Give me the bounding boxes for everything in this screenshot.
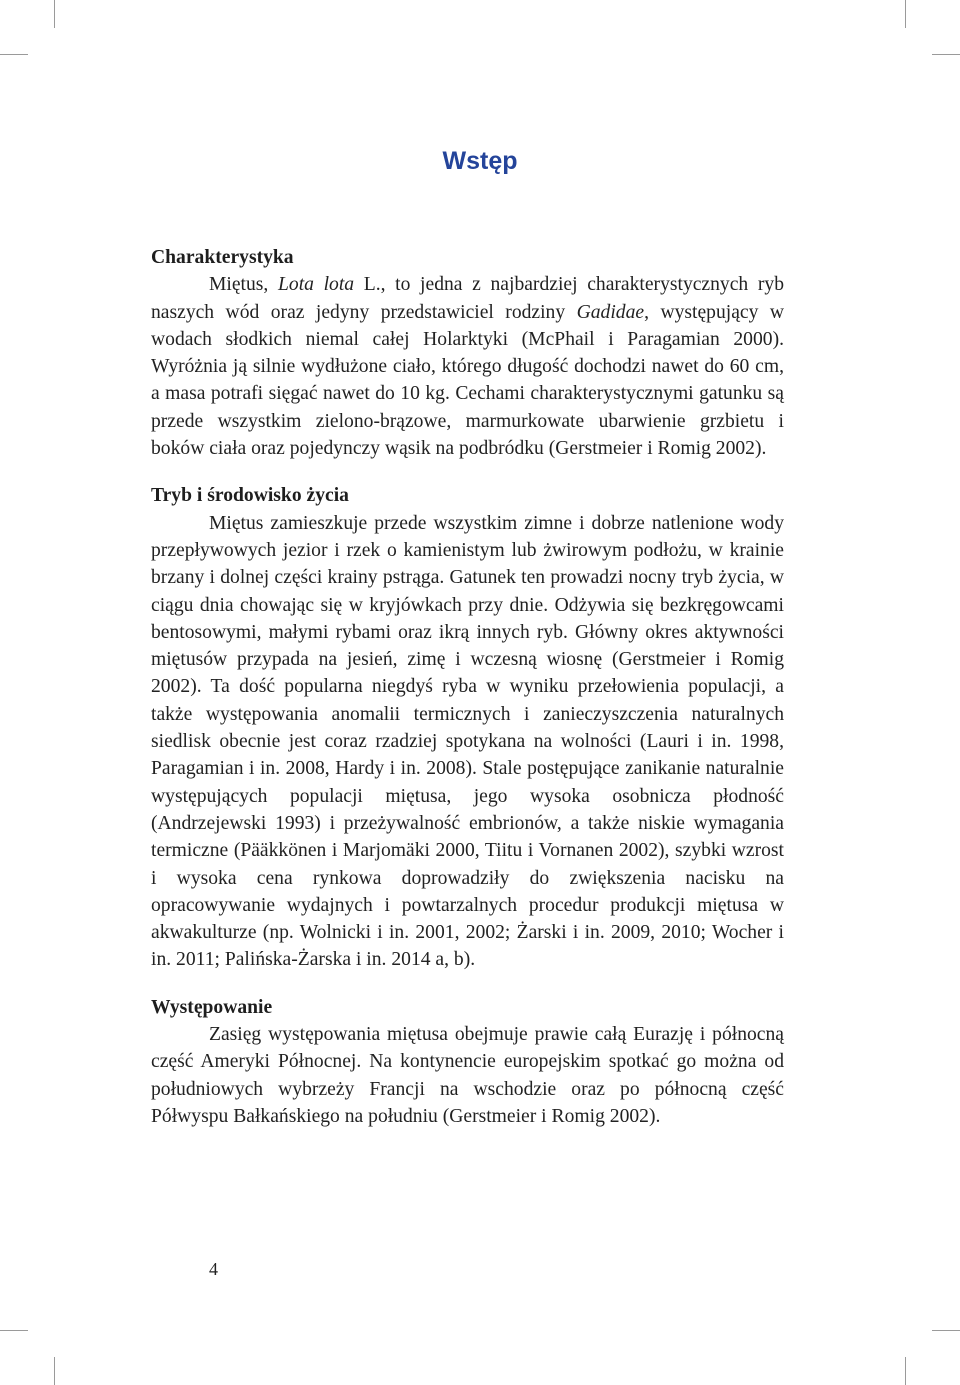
section-heading: Występowanie — [151, 996, 273, 1018]
section-heading: Charakterystyka — [151, 247, 294, 268]
page-number: 4 — [209, 1259, 218, 1279]
italic-term: Lota lota — [278, 274, 355, 296]
section-paragraph: Zasięg występowania miętusa obejmuje prawie całą Eurazję i północną część Ameryki Północnej. Na kontynencie europejskim spotkać go można od południowych wybrzeży Francji na wschodzie oraz po północną część Półwyspu Bałkańskiego na południu (Gerstmeier i Romig 2002). — [151, 1024, 784, 1127]
main-content — [151, 244, 784, 1130]
section-paragraph: Miętus, Lota lota L., to jedna z najbardziej charakterystycznych ryb naszych wód oraz jedyny przedstawiciel rodziny Gadidae, występujący w wodach słodkich niemal całej Holarktyki (McPhail i Paragamian 2000). Wyróżnia ją silnie wydłużone ciało, którego długość dochodzi nawet do 60 cm, a masa potrafi sięgać nawet do 10 kg. Cechami charakterystycznymi gatunku są przede wszystkim zielono-brązowe, marmurkowate ubarwienie grzbietu i boków ciała oraz pojedynczy wąsik na podbródku (Gerstmeier i Romig 2002). — [151, 274, 784, 460]
crop-mark — [932, 54, 960, 55]
italic-term: Gadidae — [576, 301, 645, 323]
section-heading: Tryb i środowisko życia — [151, 485, 349, 507]
section-paragraph: Miętus zamieszkuje przede wszystkim zimne i dobrze natlenione wody przepływowych jezior i rzek o kamienistym lub żwirowym podłożu, w krainie brzany i dolnej części krainy pstrąga. Gatunek ten prowadzi nocny tryb życia, w ciągu dnia chowając się w kryjówkach przy dnie. Odżywia się bezkręgowcami bentosowymi, małymi rybami oraz ikrą innych ryb. Główny okres aktywności miętusów przypada na jesień, zimę i wczesną wiosnę (Gerstmeier i Romig 2002). Ta dość popularna niegdyś ryba w wyniku przełowienia populacji, a także występowania anomalii termicznych i zanieczyszczenia naturalnych siedlisk obecnie jest coraz rzadziej spotykana na wolności (Lauri i in. 1998, Paragamian i in. 2008, Hardy i in. 2008). Stale postępujące zanikanie naturalnie występujących populacji miętusa, jego wysoka osobnicza płodność (Andrzejewski 1993) i przeżywalność embrionów, a także niskie wymagania termiczne (Pääkkönen i Marjomäki 2000, Tiitu i Vornanen 2002), szybki wzrost i wysoka cena rynkowa doprowadziły do zwiększenia nacisku na opracowywanie wydajnych i powtarzalnych procedur produkcji miętusa w akwakulturze (np. Wolnicki i in. 2001, 2002; Żarski i in. 2009, 2010; Wocher i in. 2011; Palińska-Żarska i in. 2014 a, b). — [151, 512, 784, 971]
crop-mark — [932, 1330, 960, 1331]
crop-mark — [54, 1357, 55, 1385]
crop-mark — [905, 0, 906, 28]
crop-mark — [0, 54, 28, 55]
section-wystepowanie — [151, 994, 784, 1130]
chapter-title: Wstęp — [442, 147, 518, 175]
crop-mark — [905, 1357, 906, 1385]
section-tryb-zycia — [151, 482, 784, 973]
crop-mark — [54, 0, 55, 28]
section-charakterystyka — [151, 244, 784, 462]
crop-mark — [0, 1330, 28, 1331]
